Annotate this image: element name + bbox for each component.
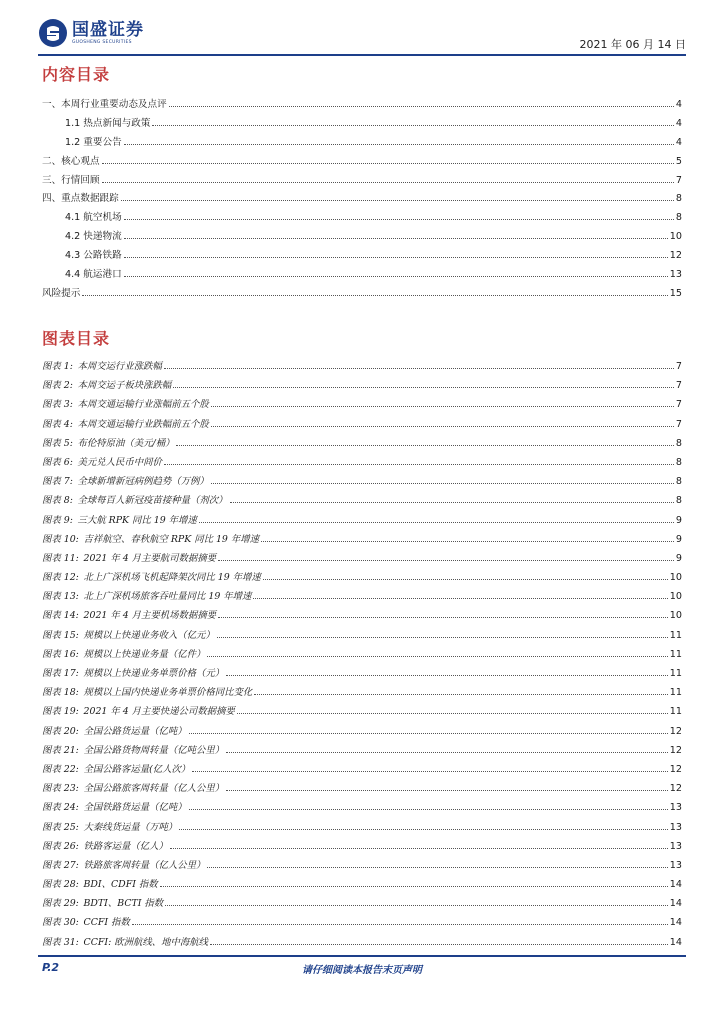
- figure-caption: 大秦线货运量（万吨）: [83, 821, 178, 833]
- figure-entry-page: 8: [675, 456, 682, 468]
- figure-leader-dots: [230, 502, 674, 503]
- figure-entry-title: [42, 569, 261, 583]
- figure-leader-dots: [226, 675, 668, 676]
- figure-number: 图表 23:: [42, 783, 79, 795]
- figure-entry-page: 14: [669, 879, 682, 891]
- figure-number: 图表 12:: [42, 572, 79, 584]
- toc-entry-page: 7: [675, 174, 682, 186]
- toc-entry-label: 4.3 公路铁路: [65, 250, 122, 262]
- figure-leader-dots: [189, 809, 668, 810]
- figure-entry-title: [42, 550, 216, 564]
- figure-entry-page: 11: [669, 668, 682, 679]
- figure-entry-page: 12: [669, 725, 682, 737]
- figure-leader-dots: [207, 867, 667, 868]
- figure-leader-dots: [164, 368, 674, 369]
- figure-caption: 全国公路客运量(亿人次）: [83, 763, 191, 775]
- figure-entry-page: 9: [675, 533, 682, 545]
- figure-entry[interactable]: [42, 895, 682, 914]
- figure-entry-title: [42, 512, 197, 526]
- figure-entry-page: 13: [669, 802, 682, 814]
- page-footer: [38, 955, 686, 985]
- toc-entry-page: 8: [675, 212, 682, 224]
- figure-number: 图表 19:: [42, 706, 79, 718]
- figure-number: 图表 25:: [42, 821, 79, 833]
- figure-entry-page: 13: [669, 840, 682, 852]
- figure-entry-title: [42, 358, 162, 372]
- figure-number: 图表 11:: [42, 552, 79, 564]
- figure-entry-page: 10: [669, 591, 682, 603]
- figure-number: 图表 20:: [42, 725, 79, 737]
- figure-entry-page: 7: [675, 399, 682, 411]
- figure-entry[interactable]: [42, 742, 682, 761]
- figure-entry[interactable]: [42, 588, 682, 607]
- toc-entry[interactable]: [42, 153, 682, 172]
- figure-entry-title: [42, 703, 235, 717]
- figure-caption: 2021 年 4 月主要快递公司数据摘要: [83, 706, 235, 718]
- toc-entry-label: 二、核心观点: [42, 155, 100, 167]
- figure-leader-dots: [173, 387, 674, 388]
- toc-entry[interactable]: [42, 266, 682, 285]
- toc-entry-label: 4.1 航空机场: [65, 212, 122, 224]
- figure-entry[interactable]: [42, 761, 682, 780]
- toc-entry-label: 三、行情回顾: [42, 174, 100, 186]
- toc-entry-page: 12: [669, 250, 682, 262]
- figure-leader-dots: [263, 579, 668, 580]
- logo-text: [72, 20, 144, 46]
- guosheng-logo-icon: [38, 18, 68, 48]
- figure-entry-page: 7: [675, 361, 682, 372]
- toc-entry-page: 10: [669, 231, 682, 243]
- toc-entry[interactable]: [42, 115, 682, 134]
- figure-entry-page: 11: [669, 648, 682, 660]
- figure-leader-dots: [207, 656, 667, 657]
- figure-entry-title: [42, 454, 162, 468]
- figure-caption: 全国公路旅客周转量（亿人公里）: [83, 783, 225, 795]
- figure-number: 图表 16:: [42, 648, 79, 660]
- figure-entry[interactable]: [42, 550, 682, 569]
- logo-name-cn: 国盛证券: [72, 20, 144, 40]
- figure-entry-title: [42, 819, 177, 833]
- figure-entry[interactable]: [42, 416, 682, 435]
- figure-entry[interactable]: [42, 473, 682, 492]
- figure-caption: 规模以上快递业务收入（亿元）: [83, 629, 215, 641]
- figure-entry[interactable]: [42, 914, 682, 933]
- toc-leader-dots: [121, 200, 674, 201]
- figure-entry-title: [42, 607, 216, 621]
- figure-caption: BDTI、BCTI 指数: [83, 898, 164, 910]
- toc-leader-dots: [124, 144, 674, 145]
- figure-entry-page: 11: [669, 706, 682, 718]
- disclaimer-note: 请仔细阅读本报告末页声明: [302, 965, 422, 976]
- figure-entry-page: 13: [669, 859, 682, 871]
- figure-entry-title: [42, 396, 209, 410]
- toc-entry-page: 13: [669, 269, 682, 281]
- toc-leader-dots: [124, 219, 674, 220]
- figure-caption: 北上广深机场旅客吞吐量同比 19 年增速: [83, 591, 252, 603]
- figure-entry-title: [42, 416, 209, 430]
- figure-caption: 全国公路货运量（亿吨）: [83, 725, 187, 737]
- figure-leader-dots: [211, 483, 674, 484]
- figure-entry-title: [42, 876, 158, 890]
- figure-leader-dots: [217, 637, 668, 638]
- figure-entry-page: 12: [669, 744, 682, 756]
- figure-number: 图表 9:: [42, 514, 73, 526]
- figure-entry-page: 11: [669, 629, 682, 641]
- figure-caption: 2021 年 4 月主要机场数据摘要: [83, 610, 217, 622]
- figure-number: 图表 1:: [42, 361, 73, 372]
- company-logo: [38, 18, 144, 48]
- figure-number: 图表 4:: [42, 418, 73, 430]
- figure-entry-page: 10: [669, 610, 682, 622]
- toc-entry-label: 1.1 热点新闻与政策: [65, 117, 151, 129]
- figure-entry[interactable]: [42, 358, 682, 377]
- figure-number: 图表 21:: [42, 744, 79, 756]
- toc-entry-label: 一、本周行业重要动态及点评: [42, 99, 167, 110]
- figure-entry-page: 8: [675, 476, 682, 488]
- toc-entry[interactable]: [42, 285, 682, 304]
- figure-number: 图表 24:: [42, 802, 79, 814]
- figure-entry[interactable]: [42, 396, 682, 415]
- figure-entry-title: [42, 684, 252, 698]
- figure-entry-page: 7: [675, 418, 682, 430]
- table-of-contents: [42, 96, 682, 304]
- figure-number: 图表 13:: [42, 591, 79, 603]
- toc-entry-page: 15: [669, 287, 682, 299]
- figure-entry-title: [42, 473, 209, 487]
- toc-leader-dots: [169, 106, 674, 107]
- figure-caption: 本周交通运输行业涨幅前五个股: [77, 399, 209, 411]
- figure-entry-page: 12: [669, 783, 682, 795]
- toc-entry-label: 1.2 重要公告: [65, 136, 122, 148]
- toc-entry-label: 4.2 快递物流: [65, 231, 122, 243]
- toc-entry-page: 5: [675, 155, 682, 167]
- toc-entry-page: 4: [675, 99, 682, 110]
- figure-number: 图表 30:: [42, 917, 79, 929]
- figure-entry-page: 11: [669, 687, 682, 699]
- toc-entry-page: 4: [675, 136, 682, 148]
- figure-caption: 规模以上快递业务单票价格（元）: [83, 668, 225, 679]
- figure-entry[interactable]: [42, 569, 682, 588]
- figure-entry-title: [42, 799, 187, 813]
- toc-entry-page: 8: [675, 193, 682, 205]
- page-header: [38, 18, 686, 56]
- figure-caption: 铁路旅客周转量（亿人公里）: [83, 859, 206, 871]
- figure-entry[interactable]: [42, 607, 682, 626]
- figure-entry[interactable]: [42, 492, 682, 511]
- figure-entry[interactable]: [42, 627, 682, 646]
- figure-caption: 规模以上快递业务量（亿件）: [83, 648, 206, 660]
- figure-entry-page: 12: [669, 763, 682, 775]
- toc-leader-dots: [102, 182, 674, 183]
- figure-entry-page: 14: [669, 898, 682, 910]
- figure-entry-title: [42, 761, 190, 775]
- figure-leader-dots: [226, 790, 668, 791]
- figure-entry-title: [42, 914, 130, 928]
- figure-caption: 全国铁路货运量（亿吨）: [83, 802, 187, 814]
- toc-entry[interactable]: [42, 247, 682, 266]
- figure-caption: 2021 年 4 月主要航司数据摘要: [83, 552, 217, 564]
- figure-number: 图表 15:: [42, 629, 79, 641]
- figure-entry-title: [42, 723, 187, 737]
- toc-entry[interactable]: [42, 172, 682, 191]
- logo-name-en: GUOSHENG SECURITIES: [72, 40, 132, 45]
- figure-entry-title: [42, 531, 259, 545]
- figure-entry-title: [42, 838, 168, 852]
- toc-entry[interactable]: [42, 228, 682, 247]
- figure-leader-dots: [211, 406, 674, 407]
- figure-leader-dots: [218, 617, 668, 618]
- figure-entry[interactable]: [42, 799, 682, 818]
- figure-number: 图表 31:: [42, 936, 79, 948]
- figure-entry-title: [42, 492, 228, 506]
- figure-caption: 三大航 RPK 同比 19 年增速: [77, 514, 197, 526]
- figure-caption: 美元兑人民币中间价: [77, 456, 162, 468]
- toc-leader-dots: [82, 295, 667, 296]
- figure-entry[interactable]: [42, 780, 682, 799]
- figure-caption: 规模以上国内快递业务单票价格同比变化: [83, 687, 253, 699]
- figure-leader-dots: [218, 560, 674, 561]
- toc-entry-label: 4.4 航运港口: [65, 269, 122, 281]
- figure-entry-page: 9: [675, 552, 682, 564]
- figure-entry[interactable]: [42, 377, 682, 396]
- figure-caption: 全球每百人新冠疫苗接种量（剂次）: [77, 495, 228, 507]
- figure-caption: 本周交运行业涨跌幅: [77, 361, 162, 372]
- figure-entry[interactable]: [42, 684, 682, 703]
- figure-entry-title: [42, 895, 163, 909]
- figure-entry[interactable]: [42, 665, 682, 684]
- figure-caption: 本周交通运输行业跌幅前五个股: [77, 418, 209, 430]
- figure-number: 图表 7:: [42, 476, 73, 488]
- figure-number: 图表 2:: [42, 380, 73, 392]
- figure-entry[interactable]: [42, 857, 682, 876]
- figure-entry[interactable]: [42, 819, 682, 838]
- toc-leader-dots: [124, 276, 668, 277]
- figure-entry-title: [42, 377, 171, 391]
- figure-caption: CCFI: 欧洲航线、地中海航线: [83, 936, 208, 948]
- figure-number: 图表 27:: [42, 859, 79, 871]
- figure-entry[interactable]: [42, 646, 682, 665]
- figure-caption: BDI、CDFI 指数: [83, 879, 158, 891]
- figure-number: 图表 18:: [42, 687, 79, 699]
- list-of-figures: [42, 358, 682, 953]
- figure-entry-title: [42, 435, 174, 449]
- report-date: 2021 年 06 月 14 日: [579, 38, 686, 51]
- figure-entry-title: [42, 742, 224, 756]
- figure-number: 图表 22:: [42, 763, 79, 775]
- figure-leader-dots: [170, 848, 668, 849]
- contents-title: 内容目录: [42, 65, 111, 84]
- figure-entry-page: 7: [675, 380, 682, 392]
- figure-leader-dots: [192, 771, 667, 772]
- figure-entry-page: 13: [669, 821, 682, 833]
- figure-entry[interactable]: [42, 838, 682, 857]
- figure-entry-page: 14: [669, 936, 682, 948]
- figure-caption: 本周交运子板块涨跌幅: [77, 380, 172, 392]
- figure-entry[interactable]: [42, 934, 682, 953]
- figure-entry-page: 14: [669, 917, 682, 929]
- figure-entry-title: [42, 627, 215, 641]
- figure-leader-dots: [237, 713, 668, 714]
- toc-leader-dots: [124, 257, 668, 258]
- figure-entry[interactable]: [42, 723, 682, 742]
- figure-leader-dots: [254, 694, 668, 695]
- figure-caption: 吉祥航空、春秋航空 RPK 同比 19 年增速: [83, 533, 259, 545]
- figure-entry[interactable]: [42, 876, 682, 895]
- figure-entry-title: [42, 646, 205, 660]
- page-number: P.2: [42, 961, 60, 974]
- figure-entry-page: 9: [675, 514, 682, 526]
- figure-caption: 全国公路货物周转量（亿吨公里）: [83, 744, 225, 756]
- figure-entry-page: 8: [675, 437, 682, 449]
- figure-entry-title: [42, 934, 208, 948]
- figure-leader-dots: [165, 905, 668, 906]
- toc-entry[interactable]: [42, 96, 682, 115]
- figure-number: 图表 8:: [42, 495, 73, 507]
- figure-entry[interactable]: [42, 435, 682, 454]
- footer-divider: [38, 955, 686, 957]
- figure-number: 图表 3:: [42, 399, 73, 411]
- figure-leader-dots: [164, 464, 674, 465]
- figure-leader-dots: [179, 829, 668, 830]
- figure-entry[interactable]: [42, 703, 682, 722]
- figure-leader-dots: [199, 522, 674, 523]
- figure-number: 图表 29:: [42, 898, 79, 910]
- figure-entry-page: 10: [669, 572, 682, 584]
- figure-number: 图表 5:: [42, 437, 73, 449]
- figure-number: 图表 10:: [42, 533, 79, 545]
- header-divider: [38, 54, 686, 56]
- figure-leader-dots: [176, 445, 673, 446]
- figure-entry-page: 8: [675, 495, 682, 507]
- figure-leader-dots: [189, 733, 668, 734]
- figure-leader-dots: [261, 541, 674, 542]
- figure-caption: 铁路客运量（亿人）: [83, 840, 168, 852]
- figure-entry[interactable]: [42, 512, 682, 531]
- toc-entry[interactable]: [42, 209, 682, 228]
- figure-number: 图表 28:: [42, 879, 79, 891]
- figure-entry-title: [42, 780, 224, 794]
- toc-entry-page: 4: [675, 117, 682, 129]
- figure-caption: CCFI 指数: [83, 917, 130, 929]
- figure-entry-title: [42, 665, 224, 679]
- figure-entry-title: [42, 857, 205, 871]
- toc-leader-dots: [124, 238, 668, 239]
- figure-leader-dots: [253, 598, 667, 599]
- figure-leader-dots: [160, 886, 668, 887]
- figure-entry-title: [42, 588, 251, 602]
- toc-leader-dots: [102, 163, 674, 164]
- figure-entry[interactable]: [42, 454, 682, 473]
- figure-leader-dots: [132, 924, 668, 925]
- figure-number: 图表 6:: [42, 456, 73, 468]
- toc-entry-label: 风险提示: [42, 287, 81, 299]
- figures-title: 图表目录: [42, 329, 111, 348]
- figure-leader-dots: [226, 752, 668, 753]
- figure-number: 图表 17:: [42, 668, 79, 679]
- toc-leader-dots: [152, 125, 673, 126]
- figure-caption: 全球新增新冠病例趋势（万例）: [77, 476, 209, 488]
- figure-number: 图表 26:: [42, 840, 79, 852]
- toc-entry-label: 四、重点数据跟踪: [42, 193, 119, 205]
- figure-entry[interactable]: [42, 531, 682, 550]
- figure-leader-dots: [211, 426, 674, 427]
- figure-caption: 北上广深机场飞机起降架次同比 19 年增速: [83, 572, 261, 584]
- figure-leader-dots: [210, 944, 668, 945]
- toc-entry[interactable]: [42, 190, 682, 209]
- toc-entry[interactable]: [42, 134, 682, 153]
- figure-caption: 布伦特原油（美元/桶）: [77, 437, 175, 449]
- figure-number: 图表 14:: [42, 610, 79, 622]
